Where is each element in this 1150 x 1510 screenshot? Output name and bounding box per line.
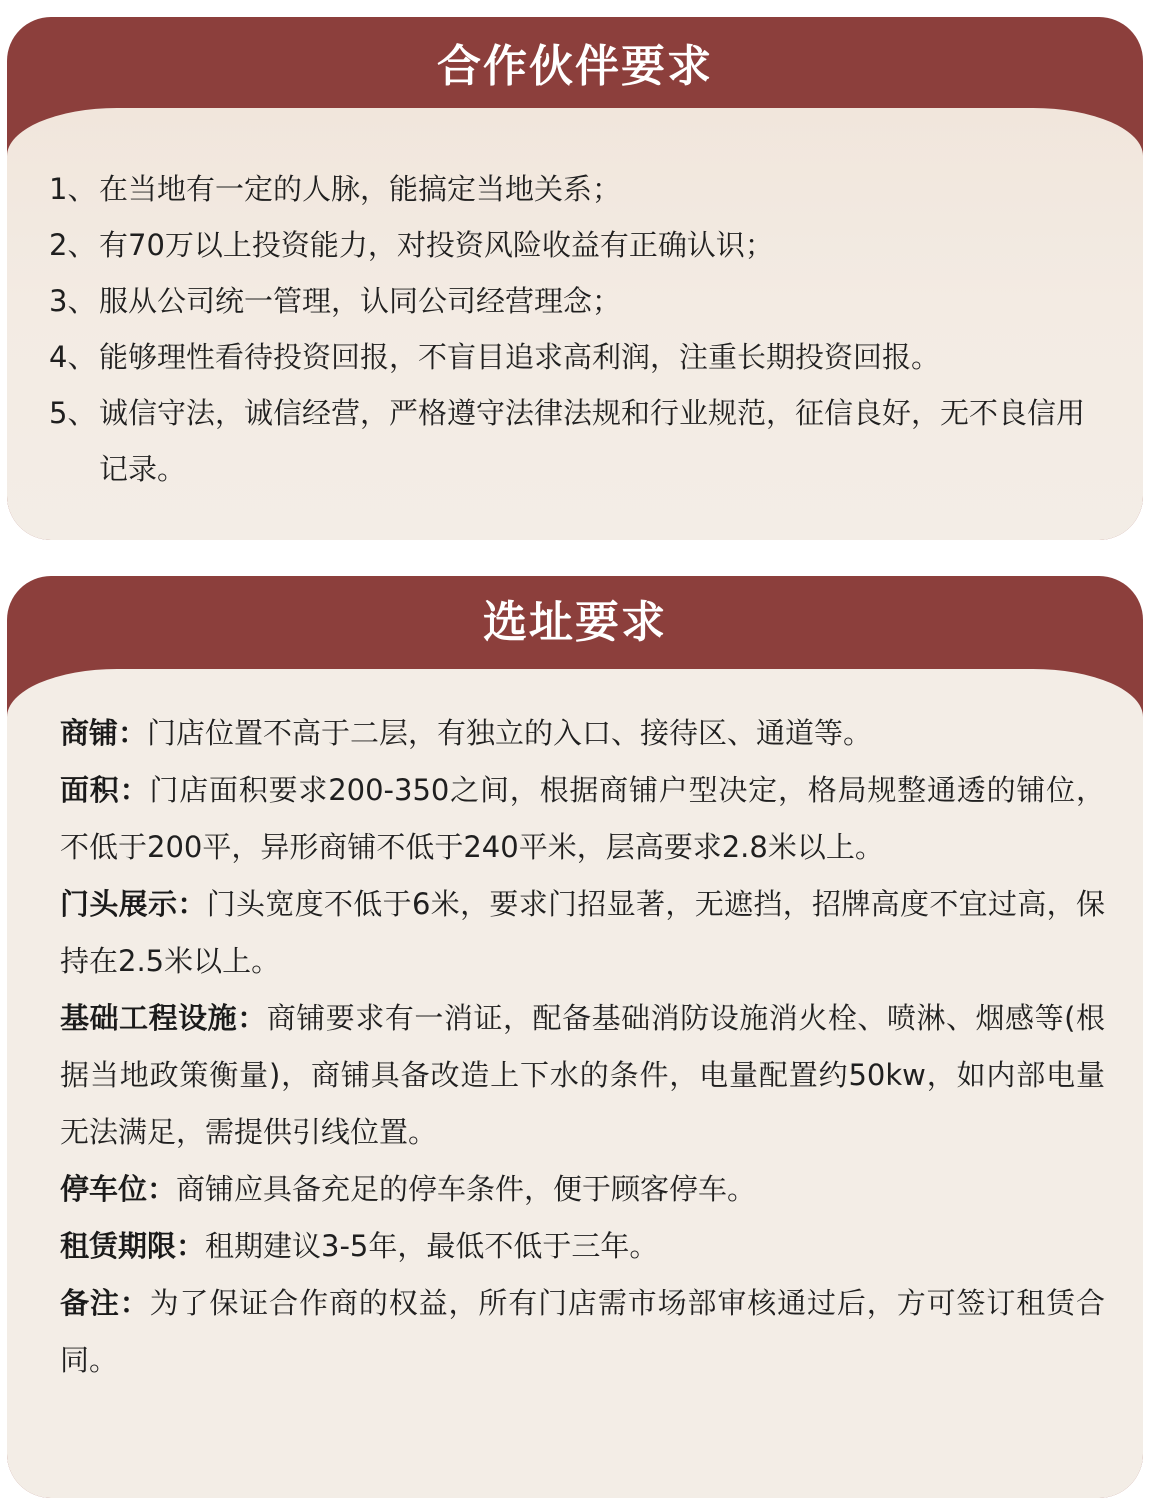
requirement-label: 备注： <box>60 1286 150 1320</box>
requirement-label: 面积： <box>60 773 150 807</box>
requirement-area <box>60 762 1105 876</box>
item-number: 3、 <box>49 284 97 318</box>
site-requirements-list <box>60 705 1105 1389</box>
item-number: 2、 <box>49 228 97 262</box>
site-requirements-card <box>7 576 1143 1498</box>
partner-requirements-body <box>7 108 1143 540</box>
site-requirements-title: 选址要求 <box>483 597 667 648</box>
requirement-storefront <box>60 876 1105 990</box>
requirement-infrastructure <box>60 990 1105 1161</box>
requirement-text: 门店位置不高于二层，有独立的入口、接待区、通道等。 <box>147 716 873 750</box>
item-text: 能够理性看待投资回报，不盲目追求高利润，注重长期投资回报。 <box>99 340 941 374</box>
requirement-text: 为了保证合作商的权益，所有门店需市场部审核通过后，方可签订租赁合同。 <box>60 1286 1105 1377</box>
requirement-label: 停车位： <box>60 1172 177 1206</box>
requirement-text: 租期建议3-5年，最低不低于三年。 <box>205 1229 659 1263</box>
requirement-label: 基础工程设施： <box>60 1001 267 1035</box>
list-item <box>49 273 1109 329</box>
partner-requirements-title: 合作伙伴要求 <box>437 41 713 92</box>
item-text: 服从公司统一管理，认同公司经营理念； <box>99 284 622 318</box>
partner-requirements-card <box>7 17 1143 540</box>
list-item <box>49 385 1109 497</box>
list-item <box>49 161 1109 217</box>
item-number: 4、 <box>49 340 97 374</box>
requirement-parking <box>60 1161 1105 1218</box>
requirement-text: 门头宽度不低于6米，要求门招显著，无遮挡，招牌高度不宜过高，保持在2.5米以上。 <box>60 887 1105 978</box>
item-text: 有70万以上投资能力，对投资风险收益有正确认识； <box>99 228 774 262</box>
requirement-shop <box>60 705 1105 762</box>
list-item <box>49 329 1109 385</box>
item-text: 诚信守法，诚信经营，严格遵守法律法规和行业规范，征信良好，无不良信用记录。 <box>99 396 1086 486</box>
item-number: 5、 <box>49 396 97 430</box>
item-number: 1、 <box>49 172 97 206</box>
requirement-lease-term <box>60 1218 1105 1275</box>
requirement-note <box>60 1275 1105 1389</box>
requirement-text: 商铺要求有一消证，配备基础消防设施消火栓、喷淋、烟感等(根据当地政策衡量)，商铺具备改造上下水的条件，电量配置约50kw，如内部电量无法满足，需提供引线位置。 <box>60 1001 1105 1149</box>
site-requirements-body <box>7 669 1143 1498</box>
requirement-text: 门店面积要求200-350之间，根据商铺户型决定，格局规整通透的铺位，不低于200平，异形商铺不低于240平米，层高要求2.8米以上。 <box>60 773 1105 864</box>
item-text: 在当地有一定的人脉，能搞定当地关系； <box>99 172 622 206</box>
requirement-label: 商铺： <box>60 716 148 750</box>
list-item <box>49 217 1109 273</box>
requirement-text: 商铺应具备充足的停车条件，便于顾客停车。 <box>176 1172 757 1206</box>
partner-requirements-list <box>49 161 1109 497</box>
requirement-label: 租赁期限： <box>60 1229 206 1263</box>
requirement-label: 门头展示： <box>60 887 207 921</box>
